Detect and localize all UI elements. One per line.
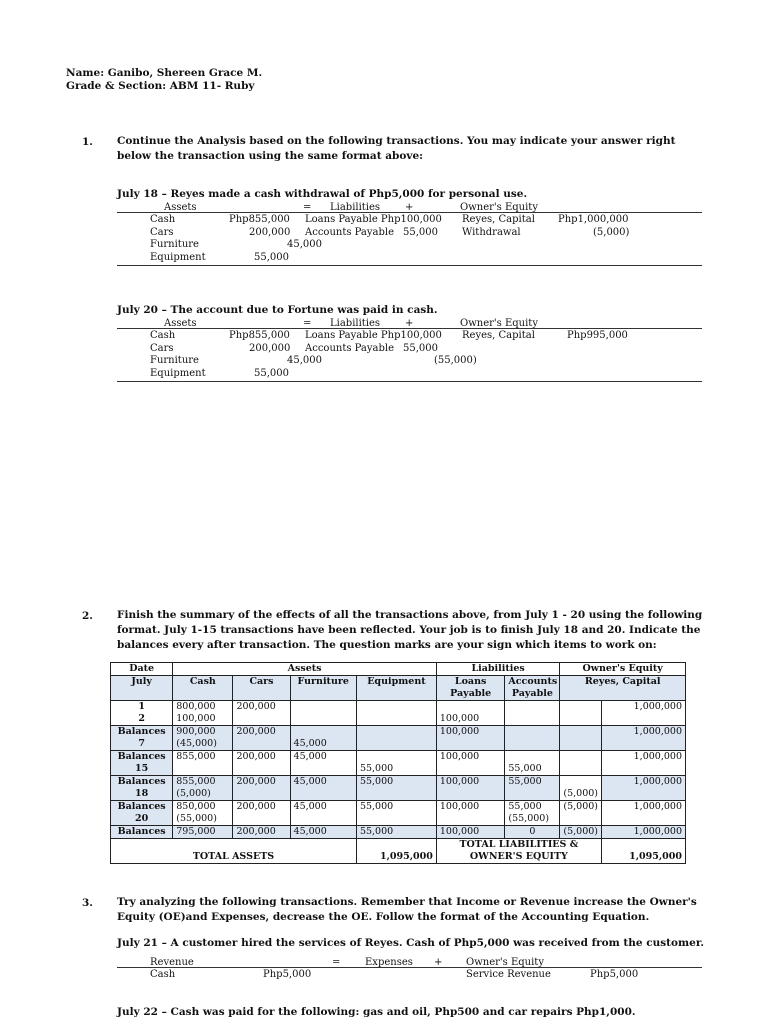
cell-capital bbox=[601, 776, 685, 801]
row-sublabel: 15 bbox=[135, 763, 149, 774]
row-label: Balances bbox=[117, 801, 166, 812]
cell-value: 200,000 bbox=[236, 726, 276, 737]
cell-equipment bbox=[356, 801, 436, 826]
table-row-final bbox=[111, 826, 686, 839]
july22-title: July 22 – Cash was paid for the following: gas and oil, Php500 and car repairs Php1,000. bbox=[117, 1006, 636, 1018]
july20-cash-label: Cash bbox=[150, 330, 176, 341]
table-row bbox=[111, 801, 686, 826]
july18-ap-label: Accounts Payable bbox=[305, 227, 395, 238]
cell-ap bbox=[505, 751, 560, 776]
header-owners-equity: Owner's Equity bbox=[560, 663, 686, 676]
header-assets: Assets bbox=[173, 663, 437, 676]
july20-capital-label: Reyes, Capital bbox=[462, 330, 535, 341]
cell-value: 1,000,000 bbox=[633, 701, 682, 712]
cell-value: 100,000 bbox=[176, 713, 216, 724]
july20-bottom-rule bbox=[117, 381, 702, 382]
july20-furniture-label: Furniture bbox=[150, 355, 199, 366]
total-assets-value: 1,095,000 bbox=[356, 839, 436, 864]
july20-loans-payable: Loans Payable Php100,000 bbox=[305, 330, 442, 341]
header-cash: Cash bbox=[173, 676, 233, 701]
cell-capital bbox=[601, 801, 685, 826]
row-date bbox=[111, 726, 173, 751]
cell-capital bbox=[601, 751, 685, 776]
cell-cars: 200,000 bbox=[233, 826, 290, 839]
row-sublabel: 20 bbox=[135, 813, 149, 824]
row-label: Balances bbox=[117, 751, 166, 762]
july21-header-rule bbox=[117, 967, 702, 968]
cell-value: (5,000) bbox=[563, 788, 598, 799]
cell-cars bbox=[233, 751, 290, 776]
student-name: Name: Ganibo, Shereen Grace M. bbox=[66, 67, 263, 79]
july18-withdrawal-label: Withdrawal bbox=[462, 227, 521, 238]
july18-ap-value: 55,000 bbox=[403, 227, 438, 238]
cell-value: 45,000 bbox=[293, 738, 327, 749]
cell-value: 45,000 bbox=[293, 801, 327, 812]
row-date bbox=[111, 776, 173, 801]
row-sublabel: 7 bbox=[138, 738, 145, 749]
july20-assets-header: Assets bbox=[164, 318, 197, 329]
july18-equals: = bbox=[303, 202, 312, 213]
cell-value: 55,000 bbox=[359, 776, 394, 787]
cell-cash: 795,000 bbox=[173, 826, 233, 839]
july20-header-rule bbox=[117, 328, 702, 329]
cell-value: 900,000 bbox=[176, 726, 216, 737]
cell-withdrawal bbox=[560, 751, 602, 776]
july21-plus: + bbox=[434, 957, 443, 968]
july20-cash-value: Php855,000 bbox=[229, 330, 290, 341]
row-date: Balances bbox=[111, 826, 173, 839]
row-sublabel: 18 bbox=[135, 788, 149, 799]
cell-equipment bbox=[356, 751, 436, 776]
q3-number: 3. bbox=[82, 897, 93, 909]
cell-furniture bbox=[290, 801, 356, 826]
cell-cars bbox=[233, 801, 290, 826]
cell-value: 1,000,000 bbox=[633, 801, 682, 812]
july18-loans-payable: Loans Payable Php100,000 bbox=[305, 214, 442, 225]
row-date bbox=[111, 701, 173, 726]
july20-oe-header: Owner's Equity bbox=[460, 318, 538, 329]
total-le-label-line1: TOTAL LIABILITIES & bbox=[459, 839, 579, 850]
cell-withdrawal bbox=[560, 726, 602, 751]
q2-text: Finish the summary of the effects of all the transactions above, from July 1 - 20 using the following format. July 1-15 transactions have been reflected. Your job is to finish July 18 and 20. Indicate the balances every after transaction. The question marks are your sign which items to work on: bbox=[117, 609, 703, 651]
july18-cars-value: 200,000 bbox=[249, 227, 291, 238]
july20-cars-value: 200,000 bbox=[249, 343, 291, 354]
july18-capital-label: Reyes, Capital bbox=[462, 214, 535, 225]
cell-value: (5,000) bbox=[176, 788, 211, 799]
cell-value: 55,000 bbox=[508, 801, 542, 812]
july20-equals: = bbox=[303, 318, 312, 329]
cell-loans: 100,000 bbox=[436, 826, 504, 839]
cell-withdrawal bbox=[560, 776, 602, 801]
cell-loans bbox=[436, 776, 504, 801]
july20-capital-value: Php995,000 bbox=[567, 330, 628, 341]
cell-furniture bbox=[290, 701, 356, 726]
cell-value: (55,000) bbox=[176, 813, 217, 824]
cell-capital bbox=[601, 726, 685, 751]
july20-cars-label: Cars bbox=[150, 343, 174, 354]
cell-cars bbox=[233, 726, 290, 751]
total-le-label-line2: OWNER'S EQUITY bbox=[469, 851, 568, 862]
cell-value: 55,000 bbox=[508, 776, 542, 787]
cell-value: 855,000 bbox=[176, 776, 216, 787]
cell-value: 55,000 bbox=[508, 763, 542, 774]
cell-equipment: 55,000 bbox=[356, 826, 436, 839]
cell-value: 100,000 bbox=[439, 776, 480, 787]
row-label: 1 bbox=[138, 701, 145, 712]
cell-loans bbox=[436, 726, 504, 751]
table-row bbox=[111, 701, 686, 726]
cell-value: 1,000,000 bbox=[633, 726, 682, 737]
july20-ap-value: 55,000 bbox=[403, 343, 438, 354]
cell-furniture: 45,000 bbox=[290, 826, 356, 839]
header-loans-payable: Loans Payable bbox=[436, 676, 504, 701]
cell-furniture bbox=[290, 751, 356, 776]
cell-withdrawal bbox=[560, 701, 602, 726]
july21-revenue-header: Revenue bbox=[150, 957, 194, 968]
table-row bbox=[111, 726, 686, 751]
cell-cars bbox=[233, 701, 290, 726]
cell-value: 800,000 bbox=[176, 701, 216, 712]
cell-value: 200,000 bbox=[236, 801, 276, 812]
cell-cash bbox=[173, 801, 233, 826]
july18-furniture-value: 45,000 bbox=[287, 239, 322, 250]
july21-cash-label: Cash bbox=[150, 969, 176, 980]
q1-text: Continue the Analysis based on the following transactions. You may indicate your answer right below the transaction using the same format above: bbox=[117, 135, 676, 162]
grade-section: Grade & Section: ABM 11- Ruby bbox=[66, 80, 255, 92]
cell-value: 45,000 bbox=[293, 751, 327, 762]
cell-ap: 0 bbox=[505, 826, 560, 839]
july18-header-rule bbox=[117, 212, 702, 213]
row-label: Balances bbox=[117, 776, 166, 787]
row-sublabel: 2 bbox=[138, 713, 145, 724]
cell-cash bbox=[173, 726, 233, 751]
july18-liabilities-header: Liabilities bbox=[330, 202, 381, 213]
cell-value: (45,000) bbox=[176, 738, 217, 749]
header-equipment: Equipment bbox=[356, 676, 436, 701]
cell-value: 1,000,000 bbox=[633, 751, 682, 762]
cell-cars bbox=[233, 776, 290, 801]
cell-furniture bbox=[290, 726, 356, 751]
q2-number: 2. bbox=[82, 610, 93, 622]
cell-loans bbox=[436, 751, 504, 776]
header-accounts-payable: Accounts Payable bbox=[505, 676, 560, 701]
cell-furniture bbox=[290, 776, 356, 801]
cell-value: 1,000,000 bbox=[633, 776, 682, 787]
cell-value: 100,000 bbox=[439, 801, 480, 812]
cell-value: 200,000 bbox=[236, 701, 276, 712]
july18-cars-label: Cars bbox=[150, 227, 174, 238]
header-furniture: Furniture bbox=[290, 676, 356, 701]
july20-plus: + bbox=[405, 318, 414, 329]
july21-oe-header: Owner's Equity bbox=[466, 957, 544, 968]
total-assets-label: TOTAL ASSETS bbox=[111, 839, 357, 864]
cell-value: (55,000) bbox=[508, 813, 550, 824]
july18-bottom-rule bbox=[117, 265, 702, 266]
row-date bbox=[111, 751, 173, 776]
cell-value: 100,000 bbox=[439, 713, 480, 724]
cell-ap bbox=[505, 776, 560, 801]
july21-equals: = bbox=[332, 957, 341, 968]
header-reyes-capital: Reyes, Capital bbox=[560, 676, 686, 701]
q3-text: Try analyzing the following transactions. Remember that Income or Revenue increase the Owner's Equity (OE)and Expenses, decrease the OE. Follow the format of the Accounting Equation. bbox=[117, 896, 697, 923]
table-row bbox=[111, 776, 686, 801]
cell-value: 100,000 bbox=[439, 751, 480, 762]
july21-service-revenue-value: Php5,000 bbox=[590, 969, 639, 980]
july20-equipment-value: 55,000 bbox=[254, 368, 289, 379]
cell-withdrawal bbox=[560, 801, 602, 826]
cell-equipment bbox=[356, 776, 436, 801]
table-row-totals bbox=[111, 839, 686, 864]
july21-expenses-header: Expenses bbox=[365, 957, 413, 968]
cell-loans bbox=[436, 801, 504, 826]
row-label: Balances bbox=[117, 726, 166, 737]
cell-equipment bbox=[356, 701, 436, 726]
july18-plus: + bbox=[405, 202, 414, 213]
july18-equipment-label: Equipment bbox=[150, 252, 206, 263]
july18-capital-value: Php1,000,000 bbox=[558, 214, 629, 225]
july18-equipment-value: 55,000 bbox=[254, 252, 289, 263]
july21-cash-value: Php5,000 bbox=[263, 969, 312, 980]
july18-title: July 18 – Reyes made a cash withdrawal of Php5,000 for personal use. bbox=[117, 188, 528, 200]
cell-value: 850,000 bbox=[176, 801, 216, 812]
header-july: July bbox=[111, 676, 173, 701]
july20-ap-label: Accounts Payable bbox=[305, 343, 395, 354]
july18-assets-header: Assets bbox=[164, 202, 197, 213]
july18-cash-label: Cash bbox=[150, 214, 176, 225]
july20-ap-adjustment: (55,000) bbox=[434, 355, 477, 366]
cell-loans bbox=[436, 701, 504, 726]
cell-equipment bbox=[356, 726, 436, 751]
total-le-label bbox=[436, 839, 601, 864]
cell-withdrawal: (5,000) bbox=[560, 826, 602, 839]
july21-title: July 21 – A customer hired the services of Reyes. Cash of Php5,000 was received from the customer. bbox=[117, 937, 705, 949]
july20-equipment-label: Equipment bbox=[150, 368, 206, 379]
header-cars: Cars bbox=[233, 676, 290, 701]
july20-furniture-value: 45,000 bbox=[287, 355, 322, 366]
cell-value: (5,000) bbox=[563, 801, 598, 812]
cell-value: 855,000 bbox=[176, 751, 216, 762]
q1-number: 1. bbox=[82, 136, 93, 148]
cell-value: 200,000 bbox=[236, 776, 276, 787]
cell-value: 55,000 bbox=[359, 763, 394, 774]
july18-cash-value: Php855,000 bbox=[229, 214, 290, 225]
cell-cash bbox=[173, 751, 233, 776]
row-date bbox=[111, 801, 173, 826]
cell-value: 100,000 bbox=[439, 726, 480, 737]
cell-capital bbox=[601, 701, 685, 726]
july18-oe-header: Owner's Equity bbox=[460, 202, 538, 213]
total-le-value: 1,095,000 bbox=[601, 839, 685, 864]
header-date: Date bbox=[111, 663, 173, 676]
cell-ap bbox=[505, 701, 560, 726]
july21-service-revenue-label: Service Revenue bbox=[466, 969, 551, 980]
july18-withdrawal-value: (5,000) bbox=[593, 227, 630, 238]
july18-furniture-label: Furniture bbox=[150, 239, 199, 250]
header-liabilities: Liabilities bbox=[436, 663, 559, 676]
summary-table bbox=[110, 662, 686, 864]
table-row bbox=[111, 751, 686, 776]
cell-ap bbox=[505, 726, 560, 751]
cell-value: 200,000 bbox=[236, 751, 276, 762]
cell-cash bbox=[173, 776, 233, 801]
july20-liabilities-header: Liabilities bbox=[330, 318, 381, 329]
cell-value: 45,000 bbox=[293, 776, 327, 787]
cell-ap bbox=[505, 801, 560, 826]
cell-value: 55,000 bbox=[359, 801, 394, 812]
cell-capital: 1,000,000 bbox=[601, 826, 685, 839]
july20-title: July 20 – The account due to Fortune was paid in cash. bbox=[117, 304, 438, 316]
cell-cash bbox=[173, 701, 233, 726]
